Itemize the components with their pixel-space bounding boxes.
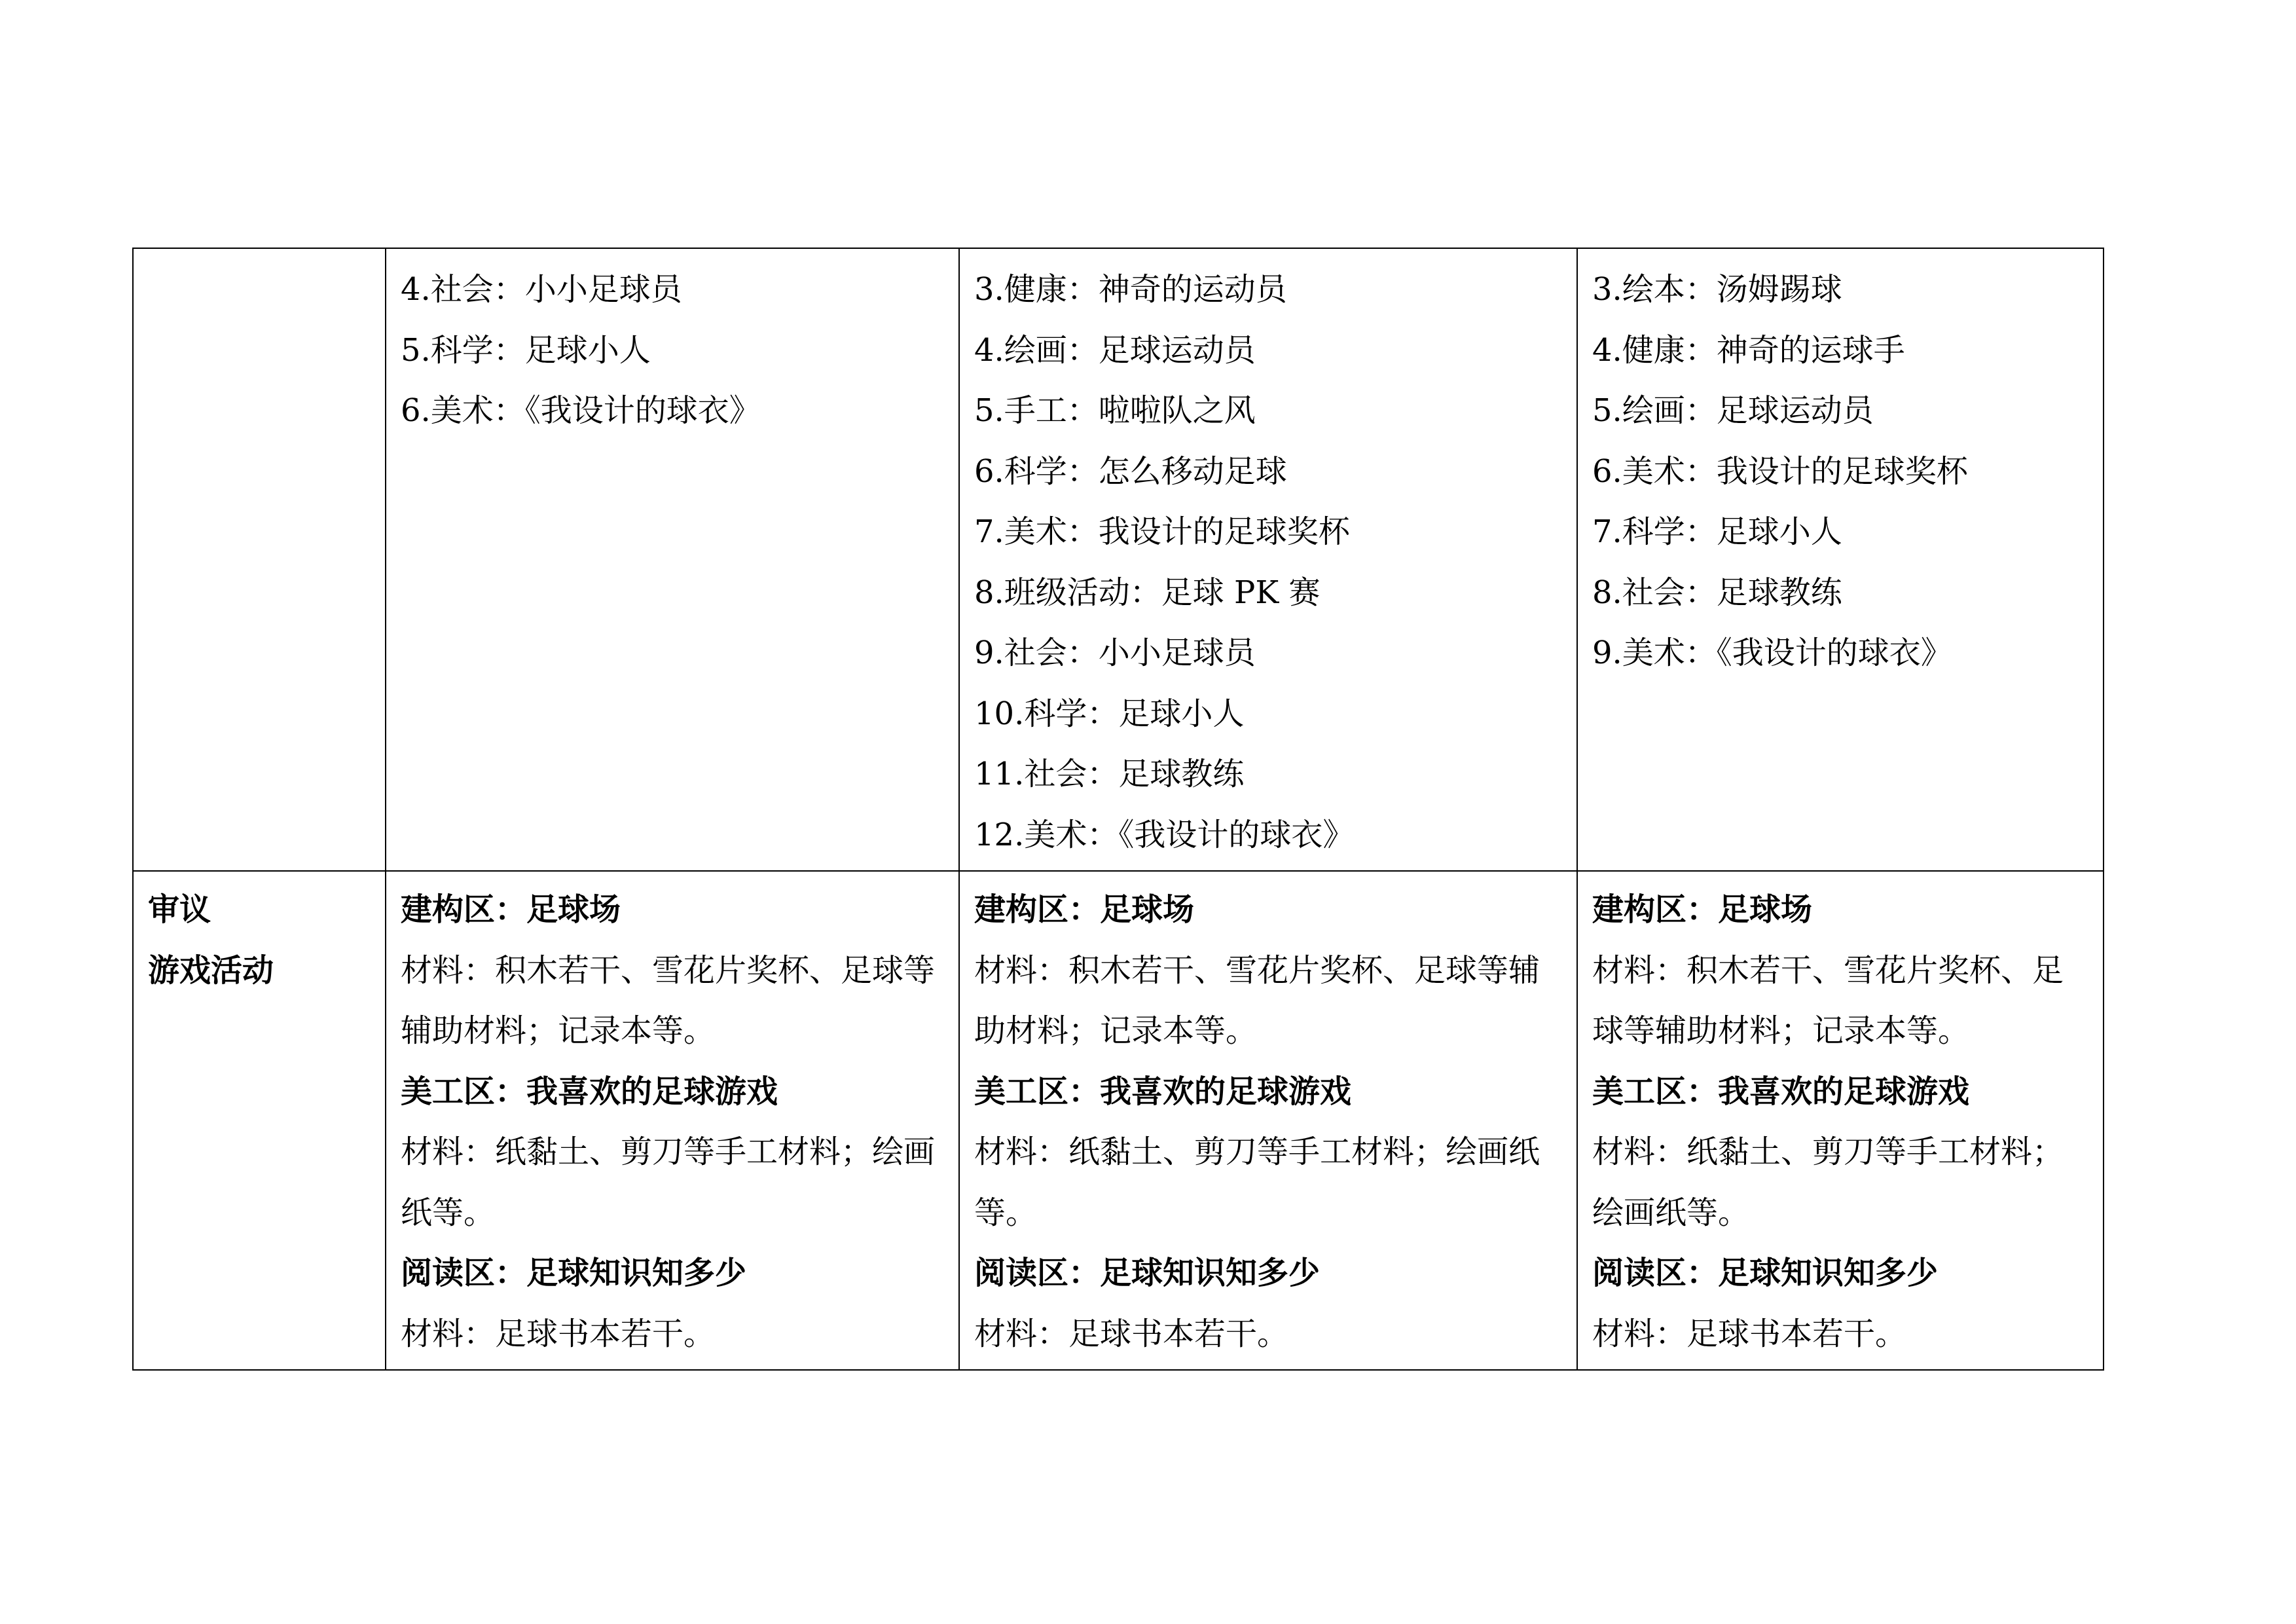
list-item: 7.美术：我设计的足球奖杯 bbox=[974, 513, 1350, 550]
row-label-line: 审议 bbox=[148, 891, 211, 928]
list-item: 5.手工：啦啦队之风 bbox=[974, 392, 1256, 429]
zone-material: 材料：足球书本若干。 bbox=[401, 1315, 716, 1352]
row-label-line: 游戏活动 bbox=[148, 951, 274, 989]
list-item: 3.绘本：汤姆踢球 bbox=[1592, 271, 1842, 308]
zone-material: 材料：足球书本若干。 bbox=[1592, 1315, 1907, 1352]
zone-material: 材料：积木若干、雪花片奖杯、足球等辅助材料；记录本等。 bbox=[401, 951, 936, 1049]
zone-material: 材料：纸黏土、剪刀等手工材料；绘画纸等。 bbox=[974, 1134, 1540, 1231]
zone-title: 美工区：我喜欢的足球游戏 bbox=[1592, 1073, 1970, 1110]
zone-title: 美工区：我喜欢的足球游戏 bbox=[974, 1073, 1352, 1110]
zone-title: 阅读区：足球知识知多少 bbox=[401, 1255, 747, 1291]
activity-list-cell bbox=[959, 248, 1577, 871]
list-item: 10.科学：足球小人 bbox=[974, 695, 1245, 732]
zone-title: 美工区：我喜欢的足球游戏 bbox=[401, 1073, 778, 1110]
list-item: 3.健康：神奇的运动员 bbox=[974, 271, 1287, 308]
zone-title: 阅读区：足球知识知多少 bbox=[974, 1255, 1321, 1291]
list-item: 4.社会：小小足球员 bbox=[401, 271, 682, 308]
list-item: 8.班级活动：足球 PK 赛 bbox=[974, 574, 1321, 611]
list-item: 7.科学：足球小人 bbox=[1592, 513, 1842, 550]
activity-plan-table bbox=[132, 248, 2104, 1371]
zone-title: 建构区：足球场 bbox=[974, 891, 1195, 928]
zone-material: 材料：积木若干、雪花片奖杯、足球等辅助材料；记录本等。 bbox=[974, 951, 1540, 1049]
list-item: 6.科学：怎么移动足球 bbox=[974, 452, 1287, 490]
list-item: 9.美术：《我设计的球衣》 bbox=[1592, 635, 1952, 671]
table-row bbox=[133, 871, 2104, 1370]
list-item: 12.美术：《我设计的球衣》 bbox=[974, 816, 1355, 853]
list-item: 6.美术：我设计的足球奖杯 bbox=[1592, 452, 1968, 490]
list-item: 8.社会：足球教练 bbox=[1592, 574, 1842, 611]
zone-material: 材料：纸黏土、剪刀等手工材料；绘画纸等。 bbox=[1592, 1134, 2064, 1231]
list-item: 9.社会：小小足球员 bbox=[974, 635, 1256, 671]
table-row bbox=[133, 248, 2104, 871]
zone-title: 阅读区：足球知识知多少 bbox=[1592, 1255, 1939, 1291]
activity-list-cell bbox=[386, 248, 959, 871]
list-item: 5.绘画：足球运动员 bbox=[1592, 392, 1874, 429]
row-label-cell bbox=[133, 248, 386, 871]
play-area-cell bbox=[959, 871, 1577, 1370]
play-area-cell bbox=[1577, 871, 2104, 1370]
row-label-cell bbox=[133, 871, 386, 1370]
zone-material: 材料：足球书本若干。 bbox=[974, 1315, 1289, 1352]
list-item: 6.美术：《我设计的球衣》 bbox=[401, 392, 761, 429]
list-item: 11.社会：足球教练 bbox=[974, 756, 1245, 792]
zone-material: 材料：纸黏土、剪刀等手工材料；绘画纸等。 bbox=[401, 1134, 936, 1231]
zone-title: 建构区：足球场 bbox=[1592, 891, 1813, 928]
zone-title: 建构区：足球场 bbox=[401, 891, 621, 928]
list-item: 4.健康：神奇的运球手 bbox=[1592, 331, 1905, 369]
list-item: 4.绘画：足球运动员 bbox=[974, 331, 1256, 369]
zone-material: 材料：积木若干、雪花片奖杯、足球等辅助材料；记录本等。 bbox=[1592, 951, 2064, 1049]
list-item: 5.科学：足球小人 bbox=[401, 331, 651, 369]
activity-list-cell bbox=[1577, 248, 2104, 871]
play-area-cell bbox=[386, 871, 959, 1370]
